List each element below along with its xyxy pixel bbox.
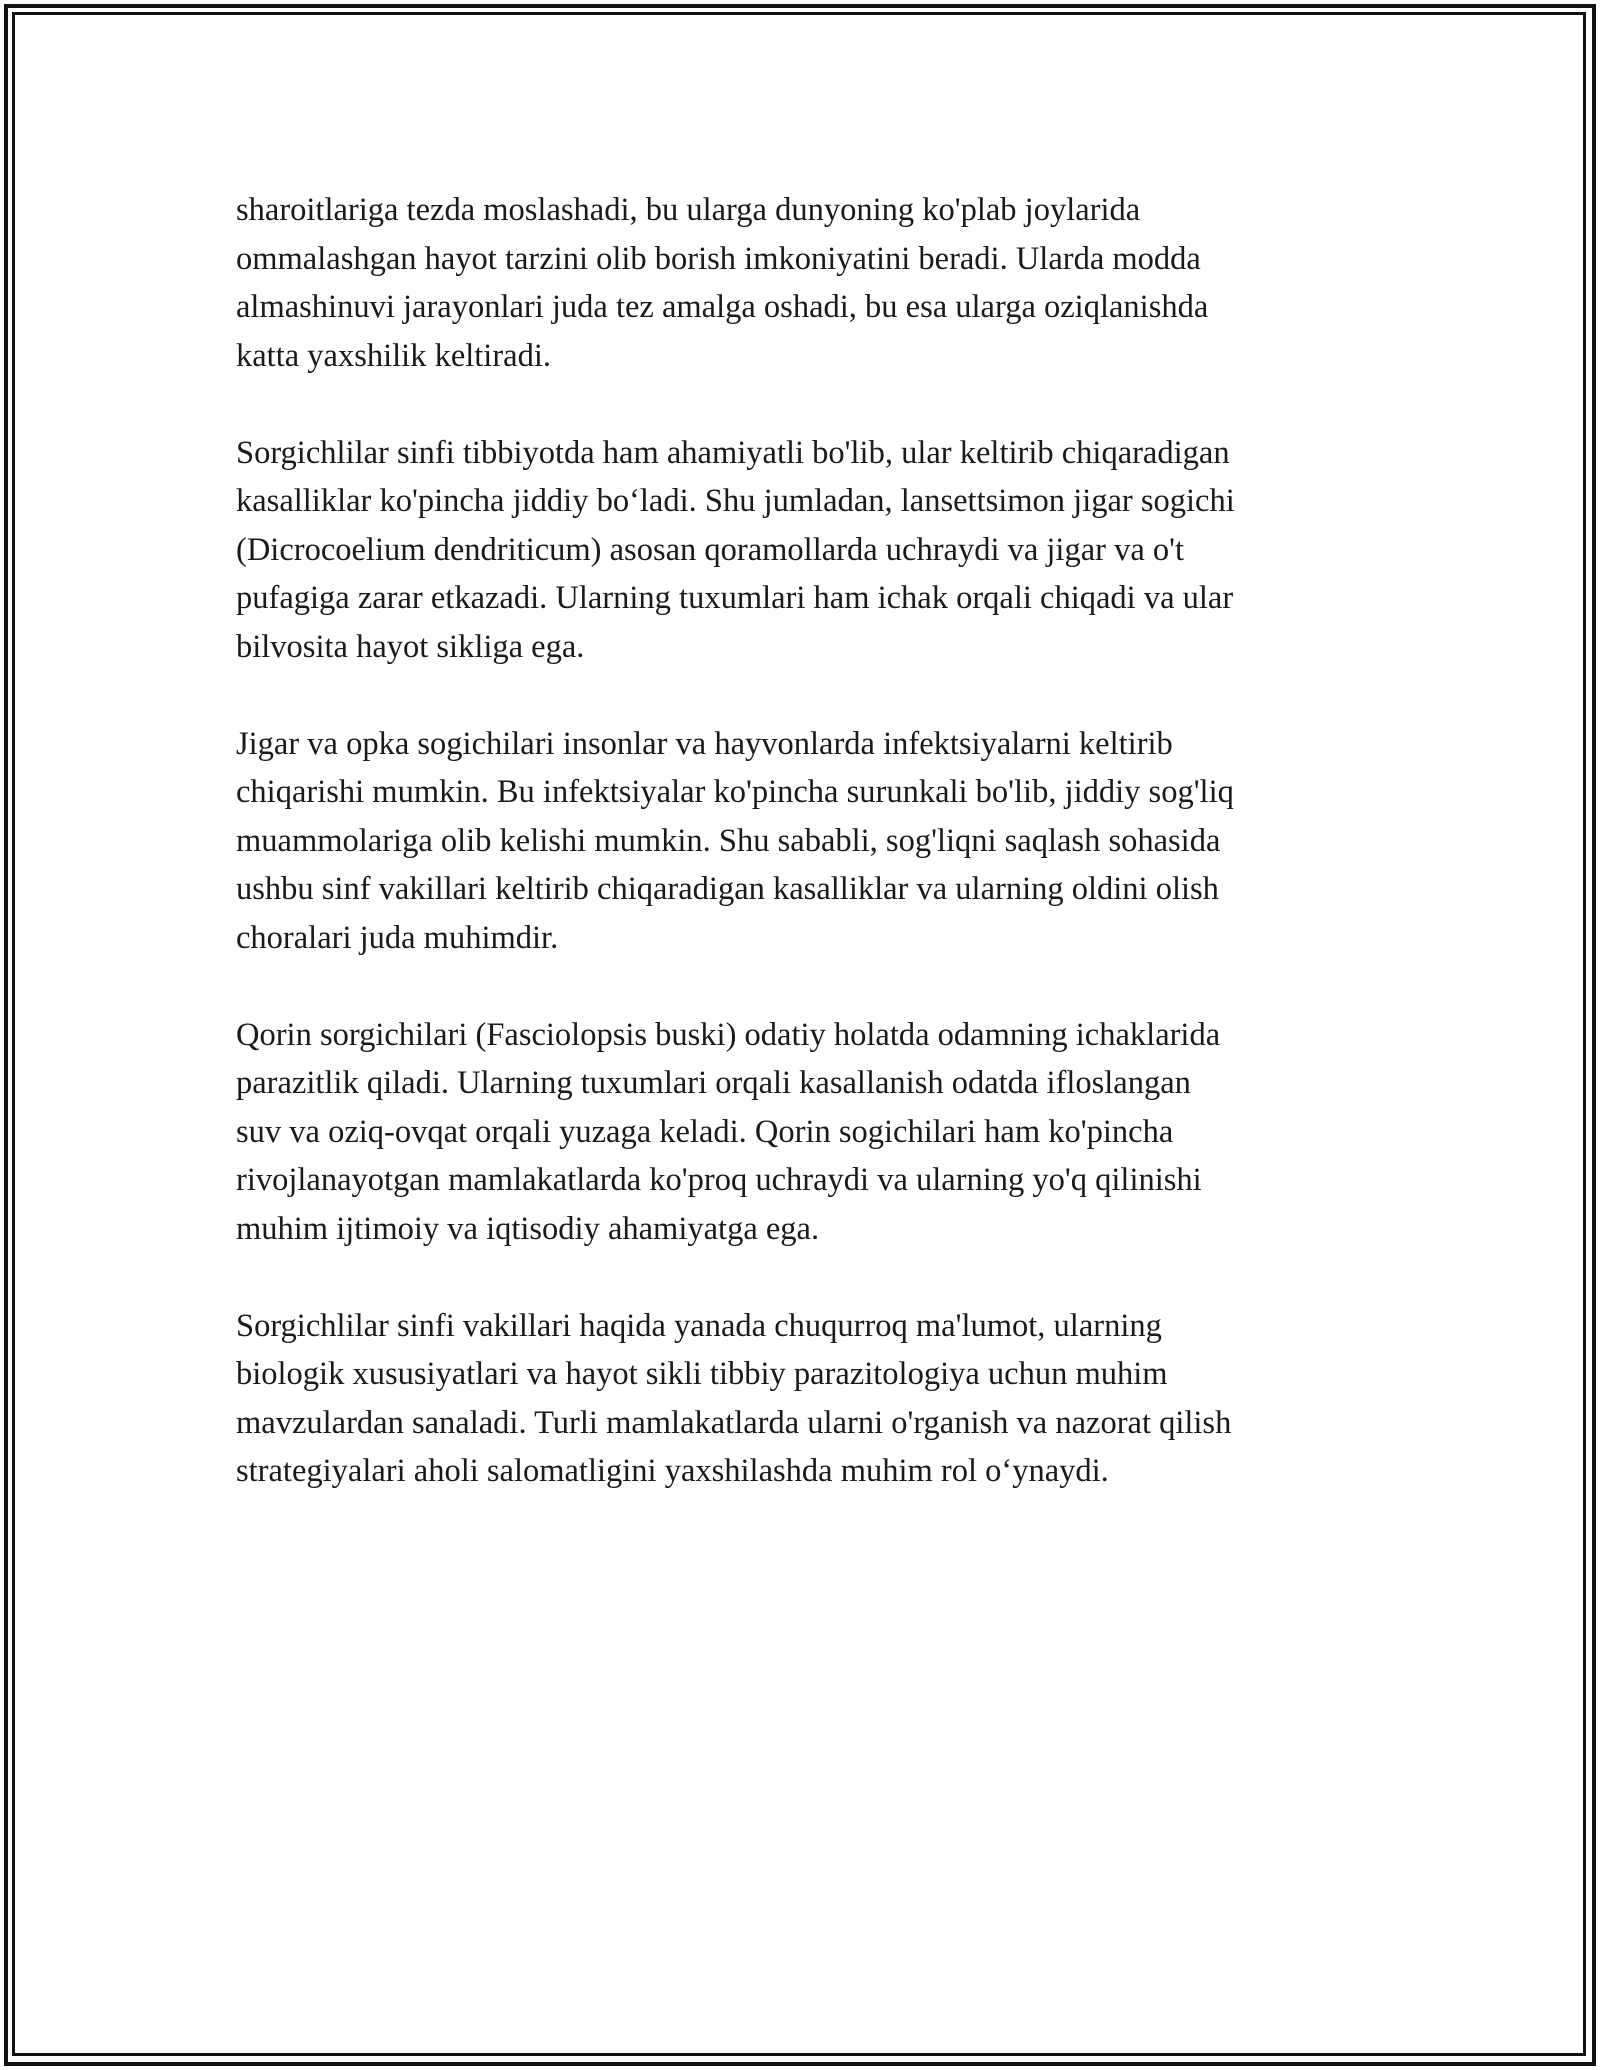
text-line: (Dicrocoelium dendriticum) asosan qoramollarda uchraydi va jigar va o't [236, 531, 1185, 568]
text-line: muhim ijtimoiy va iqtisodiy ahamiyatga ega. [236, 1210, 820, 1247]
paragraph-2 [236, 429, 1386, 672]
text-line: parazitlik qiladi. Ularning tuxumlari orqali kasallanish odatda ifloslangan [236, 1065, 1191, 1101]
text-line: sharoitlariga tezda moslashadi, bu ularga dunyoning ko'plab joylarida [236, 192, 1141, 228]
text-line: choralari juda muhimdir. [236, 919, 559, 956]
text-line: pufagiga zarar etkazadi. Ularning tuxumlari ham ichak orqali chiqadi va ular [236, 580, 1234, 616]
text-line: bilvosita hayot sikliga ega. [236, 628, 585, 665]
text-line: katta yaxshilik keltiradi. [236, 337, 551, 374]
document-body [236, 186, 1386, 1544]
paragraph-1 [236, 186, 1386, 380]
text-line: muammolariga olib kelishi mumkin. Shu sababli, sog'liqni saqlash sohasida [236, 822, 1221, 859]
text-line: ommalashgan hayot tarzini olib borish imkoniyatini beradi. Ularda modda [236, 240, 1201, 277]
text-line: kasalliklar ko'pincha jiddiy bo‘ladi. Shu jumladan, lansettsimon jigar sogichi [236, 483, 1235, 519]
paragraph-4 [236, 1011, 1386, 1254]
paragraph-5 [236, 1302, 1386, 1496]
text-line: ushbu sinf vakillari keltirib chiqaradigan kasalliklar va ularning oldini olish [236, 871, 1219, 907]
paragraph-3 [236, 720, 1386, 963]
text-line: strategiyalari aholi salomatligini yaxshilashda muhim rol o‘ynaydi. [236, 1453, 1109, 1489]
text-line: Sorgichlilar sinfi tibbiyotda ham ahamiyatli bo'lib, ular keltirib chiqaradigan [236, 434, 1230, 471]
text-line: mavzulardan sanaladi. Turli mamlakatlarda ularni o'rganish va nazorat qilish [236, 1404, 1232, 1441]
text-line: Sorgichlilar sinfi vakillari haqida yanada chuqurroq ma'lumot, ularning [236, 1307, 1162, 1344]
text-line: Qorin sorgichilari (Fasciolopsis buski) odatiy holatda odamning ichaklarida [236, 1016, 1221, 1053]
text-line: chiqarishi mumkin. Bu infektsiyalar ko'pincha surunkali bo'lib, jiddiy sog'liq [236, 774, 1234, 810]
text-line: almashinuvi jarayonlari juda tez amalga oshadi, bu esa ularga oziqlanishda [236, 289, 1209, 325]
text-line: biologik xususiyatlari va hayot sikli tibbiy parazitologiya uchun muhim [236, 1356, 1168, 1392]
text-line: Jigar va opka sogichilari insonlar va hayvonlarda infektsiyalarni keltirib [236, 725, 1173, 762]
text-line: suv va oziq-ovqat orqali yuzaga keladi. Qorin sogichilari ham ko'pincha [236, 1113, 1174, 1150]
text-line: rivojlanayotgan mamlakatlarda ko'proq uchraydi va ularning yo'q qilinishi [236, 1162, 1202, 1198]
